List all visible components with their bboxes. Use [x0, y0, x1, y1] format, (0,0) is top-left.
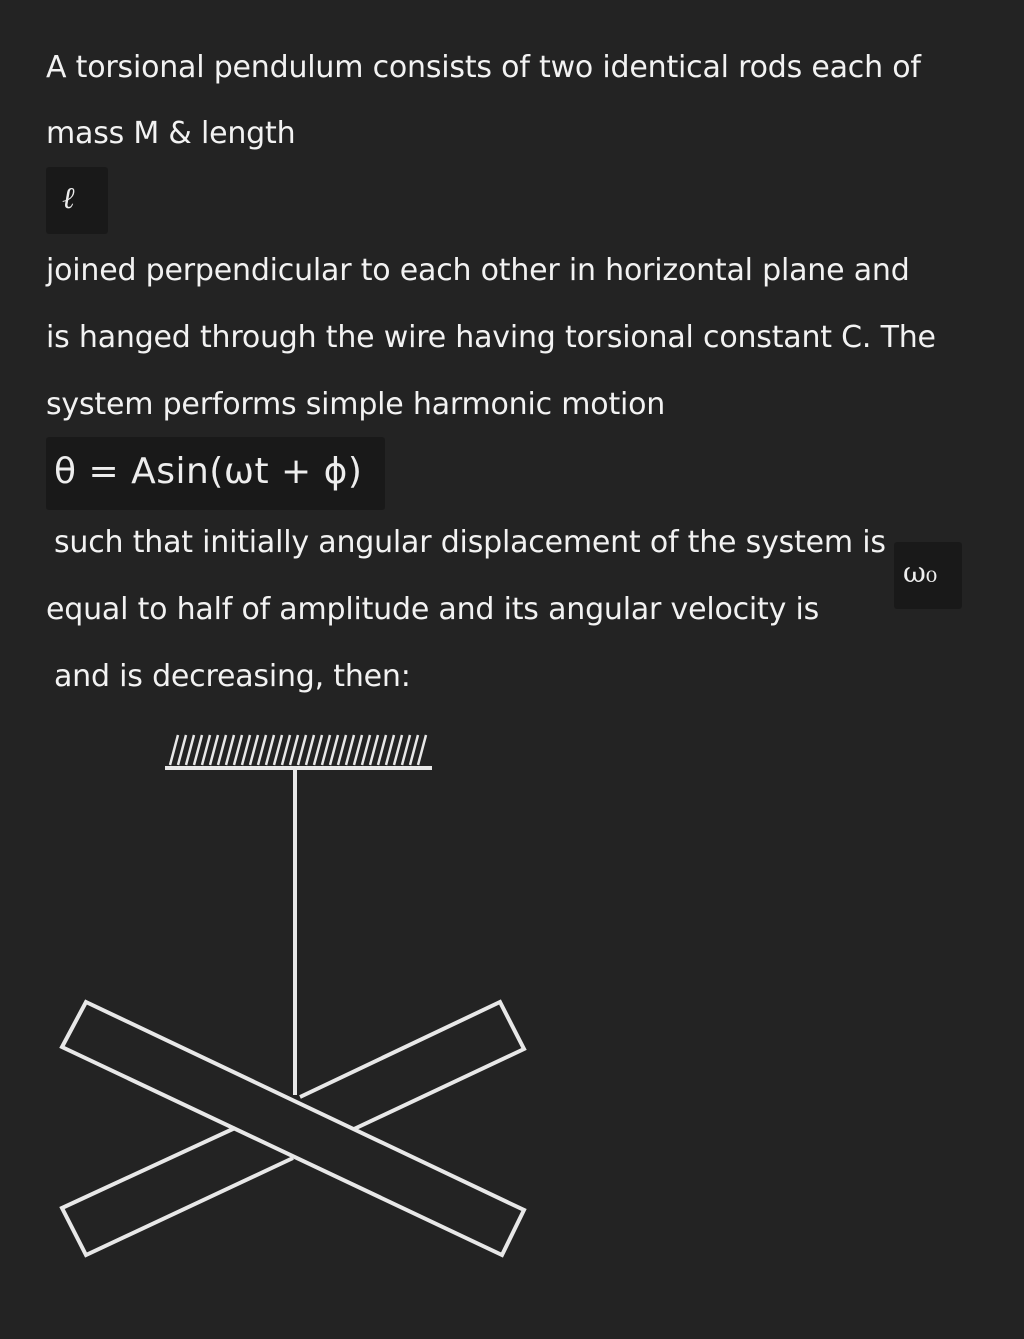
question-line-6: such that initially angular displacement of the system is — [54, 525, 886, 560]
omega-symbol-box — [894, 542, 962, 609]
length-symbol-box — [46, 167, 108, 234]
torsional-pendulum-diagram — [0, 700, 1024, 1300]
shm-equation: θ = Asin(ωt + ϕ) — [54, 451, 363, 492]
question-line-8: and is decreasing, then: — [54, 659, 411, 694]
question-line-4: is hanged through the wire having torsional constant C. The — [46, 320, 936, 355]
omega-symbol: ω₀ — [903, 556, 938, 589]
ceiling-hatch — [170, 735, 426, 765]
question-line-3: joined perpendicular to each other in horizontal plane and — [46, 253, 910, 288]
equation-box — [46, 437, 385, 510]
question-line-1: A torsional pendulum consists of two identical rods each of — [46, 50, 921, 85]
length-symbol: ℓ — [62, 181, 75, 216]
question-line-2: mass M & length — [46, 116, 296, 151]
question-line-5: system performs simple harmonic motion — [46, 387, 666, 422]
question-line-7: equal to half of amplitude and its angular velocity is — [46, 592, 820, 627]
